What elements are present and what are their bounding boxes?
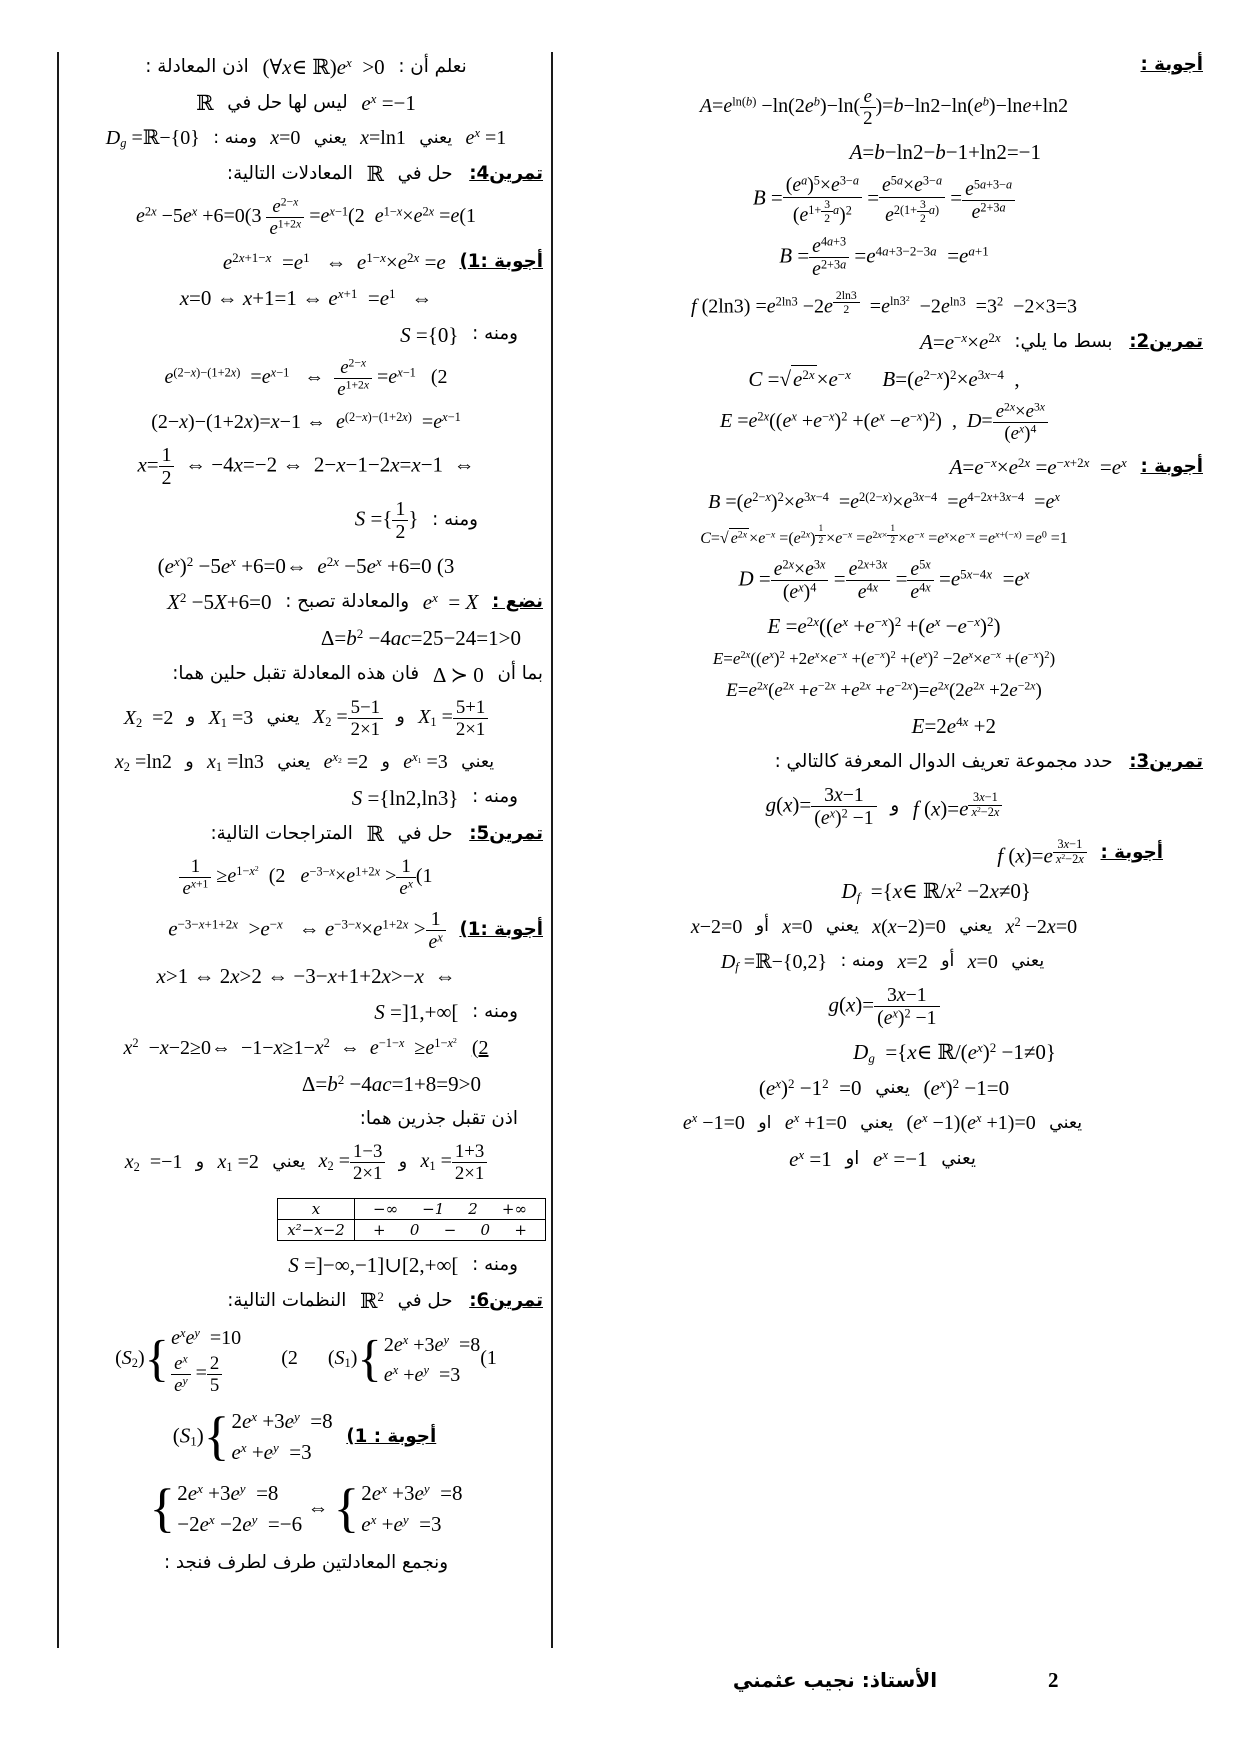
formula: $X^2 -5X+6=0$ <box>167 590 272 615</box>
formula: ℝ$^2$ <box>359 1289 384 1314</box>
formula: x=ln1 <box>360 127 406 150</box>
arabic-text: ليس لها حل في <box>227 91 348 113</box>
formula: $E=2e^{4x} +2$ <box>911 714 996 739</box>
arabic-text: ونجمع المعادلتين طرف لطرف فنجد : <box>163 1552 449 1574</box>
content-line <box>64 625 548 652</box>
content-line <box>560 612 1208 639</box>
table-value: 0 <box>480 1221 491 1240</box>
content-line <box>560 878 1208 905</box>
arabic-text: او <box>845 1147 860 1169</box>
content-line <box>64 53 548 80</box>
table-value: 2 <box>468 1200 478 1219</box>
arabic-text: و <box>890 794 900 816</box>
arabic-text: و <box>195 1151 205 1172</box>
content-line <box>64 820 548 847</box>
content-line <box>64 409 548 435</box>
content-line <box>64 1106 548 1132</box>
formula: $x_2$ = $\frac{1-3}{2\times 1}$ <box>319 1141 386 1184</box>
content-line <box>560 712 1208 739</box>
content-line <box>64 196 548 239</box>
formula: $E =e^{2x}((e^x +e^{-x})^2 +(e^x -e^{-x})^2)$ <box>767 613 1001 639</box>
formula: $E=e^{2x}(e^{2x} +e^{-2x} +e^{2x} +e^{-2x})=e^{2x}(2e^{2x} +2e^{-2x})$ <box>726 679 1042 702</box>
footer-teacher: الأستاذ: نجيب عثمني <box>732 1668 938 1692</box>
formula: $e^x =1$ <box>789 1146 832 1172</box>
formula: $e^x =1$ <box>465 126 507 150</box>
formula: $X_2 =2$ <box>123 706 174 730</box>
section-header: أجوبة : <box>1100 841 1163 863</box>
content-line <box>64 498 548 543</box>
content-line <box>64 1550 548 1576</box>
content-line <box>560 1110 1208 1136</box>
formula: $x_1$ = $\frac{1+3}{2\times 1}$ <box>420 1141 487 1184</box>
formula: B = $(e^a)^5\times e^{3-a}$ $(e^{1+ \frac{3}{2} a})^2$ = $e^{5a}\times e^{3-a}$ $e^{2(1+ \frac{3}{2} a)}$ = $\frac{e^{5a+3-a}}{e^{2+3a}}$ <box>753 174 1015 225</box>
content-line <box>560 648 1208 670</box>
arabic-text: ومنه : <box>472 1001 518 1023</box>
formula: $D_g$ ={x∈ $ℝ/(e^x)^2 -1\ne 0$} <box>853 1039 1056 1066</box>
table-value: −1 <box>422 1200 445 1219</box>
formula: $(e^x)^2 -5e^x$ +6=0⇔ $e^{2x} -5e^x +6=0$ (3 <box>157 554 455 579</box>
section-header: تمرين3: <box>1129 751 1203 772</box>
formula: $e^{x_1} =3$ <box>403 750 448 773</box>
formula: $A=e^{ln(b)} -\ln(2e^b)-\ln$( $\frac{e}{2}$ )$=b-\ln 2-\ln(e^b)-\ln e+\ln 2$ <box>699 86 1069 130</box>
content-line <box>560 524 1208 549</box>
formula: B = $\frac{e^{4a+3}}{e^{2+3a}}$ $=e^{4a+3-2-3a} =e^{a+1}$ <box>779 233 989 280</box>
formula: f $(2\ln 3) =e^{2ln3} -2e$ $^{\frac{2\ln 3}{2}}$ $=e^{ln3^2} -2e^{ln3} =3^2 -2\times 3=3$ <box>691 288 1077 318</box>
formula: g(x)= $\frac{3x-1}{(e^x)^2 -1}$ <box>828 984 939 1029</box>
content-line <box>64 962 548 989</box>
content-line <box>64 1070 548 1097</box>
arabic-text: ومنه : <box>472 323 518 345</box>
formula: $(e^x)^2 -1=0$ <box>923 1075 1010 1100</box>
formula: Δ ≻ 0 <box>432 662 484 687</box>
right-column <box>560 42 1208 1181</box>
content-line <box>64 999 548 1026</box>
content-line <box>560 679 1208 703</box>
formula: { $2e^x +3e^y =8$ $-2e^x -2e^y =-6$ ⇔ { $2e^x +3e^y =8$ $e^x +e^y =3$ <box>149 1478 463 1539</box>
arabic-text: المعادلات التالية: <box>226 162 353 184</box>
content-line <box>64 784 548 811</box>
content-line <box>560 86 1208 129</box>
content-line <box>560 489 1208 515</box>
arabic-text: ومنه : <box>432 509 478 531</box>
formula: $e^{(2-x)-(1+2x)} =e^{x-1}$ ⇔ $\frac{e^{2-x}}{e^{1+2x}}$ $=e^{x-1}$ (2 <box>164 356 448 400</box>
arabic-text: ومنه : <box>472 786 518 808</box>
content-line <box>64 1478 548 1541</box>
formula: $\frac{1}{e^{x+1}}$ $\ge e^{1-x^2}$ (2 $e^{-3-x}\times e^{1+2x}$ > $\frac{1}{e^x}$ (1 <box>179 856 432 899</box>
content-line <box>560 1074 1208 1101</box>
arabic-text: حدد مجموعة تعريف الدوال المعرفة كالتالي : <box>774 751 1113 772</box>
content-line <box>64 248 548 275</box>
formula: C = √ $e^{2x}\times e^{-x}$ $B=(e^{2-x})^2\times e^{3x-4}$ , <box>748 365 1019 392</box>
formula: x=0 <box>967 950 998 973</box>
formula: x=0 <box>782 915 813 938</box>
formula: $x_2 =\ln 2$ <box>114 750 172 774</box>
content-line <box>64 1035 548 1061</box>
content-line <box>64 697 548 740</box>
content-line <box>64 1141 548 1184</box>
content-line <box>560 984 1208 1029</box>
formula: $B =(e^{2-x})^2\times e^{3x-4} =e^{2(2-x)}\times e^{3x-4} =e^{4-2x+3x-4} =e^x$ <box>708 490 1060 514</box>
arabic-text: و <box>185 751 194 772</box>
arabic-text: حل في <box>397 822 453 844</box>
formula: x−2=0 <box>690 915 743 938</box>
section-header: تمرين2: <box>1129 330 1203 352</box>
sign-table <box>277 1198 546 1241</box>
formula: $A=e^{-x}\times e^{2x} =e^{-x+2x} =e^x$ <box>949 454 1127 479</box>
content-line <box>64 1323 548 1396</box>
content-line <box>64 552 548 579</box>
arabic-text: فان هذه المعادلة تقبل حلين هما: <box>172 663 420 685</box>
content-line <box>560 558 1208 603</box>
section-header: تمرين6: <box>469 1289 543 1311</box>
arabic-text: أو <box>941 951 955 972</box>
arabic-text: يعني <box>941 1147 976 1169</box>
table-value: 0 <box>409 1221 420 1240</box>
arabic-text: يعني <box>266 707 300 728</box>
arabic-text: نعلم أن : <box>398 55 467 77</box>
formula: f (x)=e $^{\frac{3x-1}{x^2-2x}}$ <box>913 791 1003 822</box>
section-header: نضع : <box>492 591 543 613</box>
section-header: أجوبة : 1) <box>346 1425 437 1447</box>
section-header: أجوبة :1) <box>459 919 543 941</box>
formula: f (x)=e $^{\frac{3x-1}{x^2-2x}}$ <box>997 838 1087 869</box>
formula: $x_2 =-1$ <box>124 1151 183 1175</box>
arabic-text: او <box>758 1112 772 1133</box>
page-footer <box>0 1668 1240 1698</box>
formula: D = $\frac{e^{2x}\times e^{3x}}{(e^x)^4}$ = $\frac{e^{2x+3x}}{e^{4x}}$ = $\frac{e^{5x}}{e^{4x}}$ $=e^{5x-4x} =e^x$ <box>738 557 1030 604</box>
formula: x= $\frac{1}{2}$ ⇔ −4x=−2 ⇔ 2−x−1−2x=x−1 ⇔ <box>137 443 475 490</box>
arabic-text: ومنه : <box>472 1253 518 1275</box>
content-line <box>560 174 1208 225</box>
arabic-text: والمعادلة تصبح : <box>285 591 410 613</box>
arabic-text: يعني <box>313 127 347 148</box>
formula: $e^x -1=0$ <box>682 1111 745 1135</box>
content-line <box>560 328 1208 355</box>
formula: ℝ <box>366 821 384 846</box>
formula: (2−x)−(1+2x)=x−1 ⇔ $e^{(2-x)-(1+2x)} =e^{x-1}$ <box>151 410 461 433</box>
formula: $x^2 -2x=0$ <box>1005 914 1078 938</box>
left-column <box>64 44 548 1585</box>
content-line <box>64 856 548 899</box>
formula: $\Delta=b^2 -4ac=25-24=1>0$ <box>320 626 521 651</box>
formula: $(e^x -1)(e^x +1)=0$ <box>906 1111 1036 1135</box>
formula: $\Delta=b^2 -4ac=1+8=9>0$ <box>301 1071 481 1096</box>
section-header: تمرين5: <box>469 822 543 844</box>
arabic-text: يعني <box>875 1076 910 1098</box>
formula: ℝ <box>366 162 384 187</box>
formula: ℝ <box>196 91 214 115</box>
section-header: تمرين4: <box>469 162 543 184</box>
formula: g(x)= $\frac{3x-1}{(e^x)^2 -1}$ <box>766 784 877 829</box>
content-line <box>64 285 548 312</box>
page-edge-line <box>57 52 59 1648</box>
arabic-text: يعني <box>860 1112 894 1133</box>
formula: $E=e^{2x}((e^x)^2 +2e^x\times e^{-x} +(e^{-x})^2 +(e^x)^2 -2e^x\times e^{-x} +(e^{-x})^2)$ <box>712 649 1056 669</box>
formula: $e^x = X$ <box>422 590 479 615</box>
sign-table-wrap <box>64 1198 548 1241</box>
arabic-text: يعني <box>461 751 495 772</box>
arabic-text: بما أن <box>497 663 543 685</box>
section-header: أجوبة :1) <box>459 251 543 273</box>
content-line <box>64 1251 548 1278</box>
formula: $e^x +1=0$ <box>784 1111 847 1135</box>
content-line <box>560 401 1208 444</box>
page-number: 2 <box>1048 1668 1059 1692</box>
content-line <box>560 453 1208 480</box>
section-header: أجوبة : <box>1140 455 1203 477</box>
formula: $x_1 =\ln 3$ <box>206 750 264 774</box>
content-line <box>560 138 1208 165</box>
content-line <box>64 1287 548 1314</box>
arabic-text: حل في <box>397 162 453 184</box>
content-line <box>560 949 1208 975</box>
content-line <box>560 51 1208 77</box>
formula: $E =e^{2x}((e^x +e^{-x})^2 +(e^x -e^{-x})^2)$ , D= $\frac{e^{2x}\times e^{3x}}{(e^x)^4}$ <box>720 401 1048 444</box>
formula: $e^{2x+1-x} =e^1$ ⇔ $e^{1-x}\times e^{2x} =e$ <box>222 250 446 275</box>
arabic-text: و <box>396 707 405 728</box>
formula: S =]1,+∞[ <box>374 1000 459 1025</box>
content-line <box>560 235 1208 280</box>
formula: x(x−2)=0 <box>872 915 946 938</box>
arabic-text: بسط ما يلي: <box>1014 330 1113 352</box>
section-header: أجوبة : <box>1140 53 1203 75</box>
formula: x=0 ⇔ x+1=1 ⇔ $e^{x+1} =e^1$ ⇔ <box>179 286 433 311</box>
formula: S ={0} <box>400 322 459 347</box>
arabic-text: و <box>186 707 196 728</box>
formula: x=2 <box>897 950 928 973</box>
content-line <box>560 784 1208 829</box>
content-line <box>560 364 1208 392</box>
table-value: +∞ <box>501 1200 527 1219</box>
arabic-text: و <box>398 1151 408 1172</box>
content-line <box>64 89 548 116</box>
content-line <box>560 748 1208 774</box>
formula: $D_g$ =ℝ−{0} <box>105 127 200 151</box>
arabic-text: ومنه : <box>840 951 885 972</box>
formula: $x_1 =2$ <box>217 1151 259 1175</box>
arabic-text: يعني <box>959 916 993 937</box>
content-line <box>560 1145 1208 1172</box>
arabic-text: و <box>381 751 390 772</box>
content-line <box>560 1038 1208 1065</box>
formula: A=b−ln2−b−1+ln2=−1 <box>849 140 1041 165</box>
arabic-text: يعني <box>1049 1112 1083 1133</box>
formula: $x^2$ −x−2≥0⇔ $-1-x\ge 1-x^2$ ⇔ $e^{-1-x} \ge e^{1-x^2}$ (2 <box>123 1035 489 1059</box>
formula: S ={ln2,ln3} <box>351 785 459 810</box>
arabic-text: حل في <box>397 1289 453 1311</box>
formula: $D_f$ =ℝ−{0,2} <box>720 950 828 974</box>
formula: (∀x∈ $ℝ)e^x >0$ <box>262 54 385 79</box>
formula: $e^x =-1$ <box>873 1146 928 1172</box>
content-line <box>64 160 548 187</box>
formula: $(e^x)^2 -1^2 =0$ <box>758 1075 862 1100</box>
formula: $X_2$ = $\frac{5-1}{2\times 1}$ <box>313 697 383 740</box>
table-cell <box>355 1220 546 1241</box>
formula: $A=e^{-x}\times e^{2x}$ <box>920 329 1001 355</box>
table-cell <box>355 1199 546 1220</box>
content-line <box>560 289 1208 319</box>
content-line <box>64 588 548 615</box>
content-line <box>560 914 1208 940</box>
arabic-text: ومنه : <box>213 127 257 148</box>
formula: $(S_2)$ { $e^xe^y =10$ $\frac{e^x}{e^y}$ = $\frac{2}{5}$ (2 $(S_1)$ { $2e^x +3e^y =8$ $e^x +e^y =3$ (1 <box>115 1326 497 1397</box>
table-value: + <box>514 1221 527 1240</box>
formula: C= √ $e^{2x} \times e^{-x} =(e^{2x})$ $^{\frac{1}{2}}$ $\times e^{-x} =e^{2x\times \frac{1}{2}}$ $\times e^{-x} =e^x\times e^{-x} =e^{x+(-x)} =e^0 =1$ <box>700 524 1068 549</box>
table-value: + <box>373 1221 386 1240</box>
table-cell: x <box>278 1199 355 1220</box>
arabic-text: يعني <box>1011 951 1045 972</box>
formula: x>1 ⇔ 2x>2 ⇔ −3−x+1+2x>−x ⇔ <box>156 964 456 989</box>
arabic-text: يعني <box>272 1151 306 1172</box>
arabic-text: المتراجحات التالية: <box>210 822 353 844</box>
formula: $e^{x_2} =2$ <box>323 750 369 773</box>
content-line <box>64 321 548 348</box>
content-line <box>64 357 548 400</box>
table-cell: x²−x−2 <box>278 1220 355 1241</box>
formula: $X_1 =3$ <box>208 706 254 730</box>
arabic-text: يعني <box>825 916 859 937</box>
formula: x=0 <box>270 127 301 150</box>
arabic-text: يعني <box>277 751 311 772</box>
table-value: −∞ <box>373 1200 399 1219</box>
content-line <box>64 1406 548 1469</box>
formula: $D_f$ ={x∈ $ℝ/x^2 -2x\ne 0$} <box>841 879 1031 905</box>
arabic-text: اذن تقبل جذرين هما: <box>359 1108 518 1130</box>
content-line <box>64 908 548 953</box>
arabic-text: يعني <box>419 127 453 148</box>
formula: $e^x =-1$ <box>361 90 416 115</box>
formula: $e^{2x} -5e^x +6=0(3$ $\frac{e^{2-x}}{e^{1+2x}}$ $=e^{x-1}(2$ $e^{1-x}\times e^{2x} =e(1$ <box>135 195 477 240</box>
arabic-text: النظمات التالية: <box>227 1289 347 1311</box>
content-line <box>64 444 548 489</box>
table-value: − <box>443 1221 457 1240</box>
content-line <box>64 661 548 688</box>
formula: $X_1$ = $\frac{5+1}{2\times 1}$ <box>418 697 488 740</box>
formula: $(S_1)$ { $2e^x +3e^y =8$ $e^x +e^y =3$ <box>172 1406 333 1467</box>
formula: $e^{-3-x+1+2x} >e^{-x}$ ⇔ $e^{-3-x}\times e^{1+2x}$ > $\frac{1}{e^x}$ <box>168 908 446 953</box>
formula: S =]−∞,−1]∪[2,+∞[ <box>288 1253 459 1278</box>
content-line <box>64 125 548 151</box>
arabic-text: أو <box>755 916 769 937</box>
content-line <box>64 749 548 775</box>
formula: S ={ $\frac{1}{2}$ } <box>354 498 419 544</box>
arabic-text: اذن المعادلة : <box>145 55 249 77</box>
column-divider <box>551 52 553 1648</box>
content-line <box>560 838 1208 869</box>
